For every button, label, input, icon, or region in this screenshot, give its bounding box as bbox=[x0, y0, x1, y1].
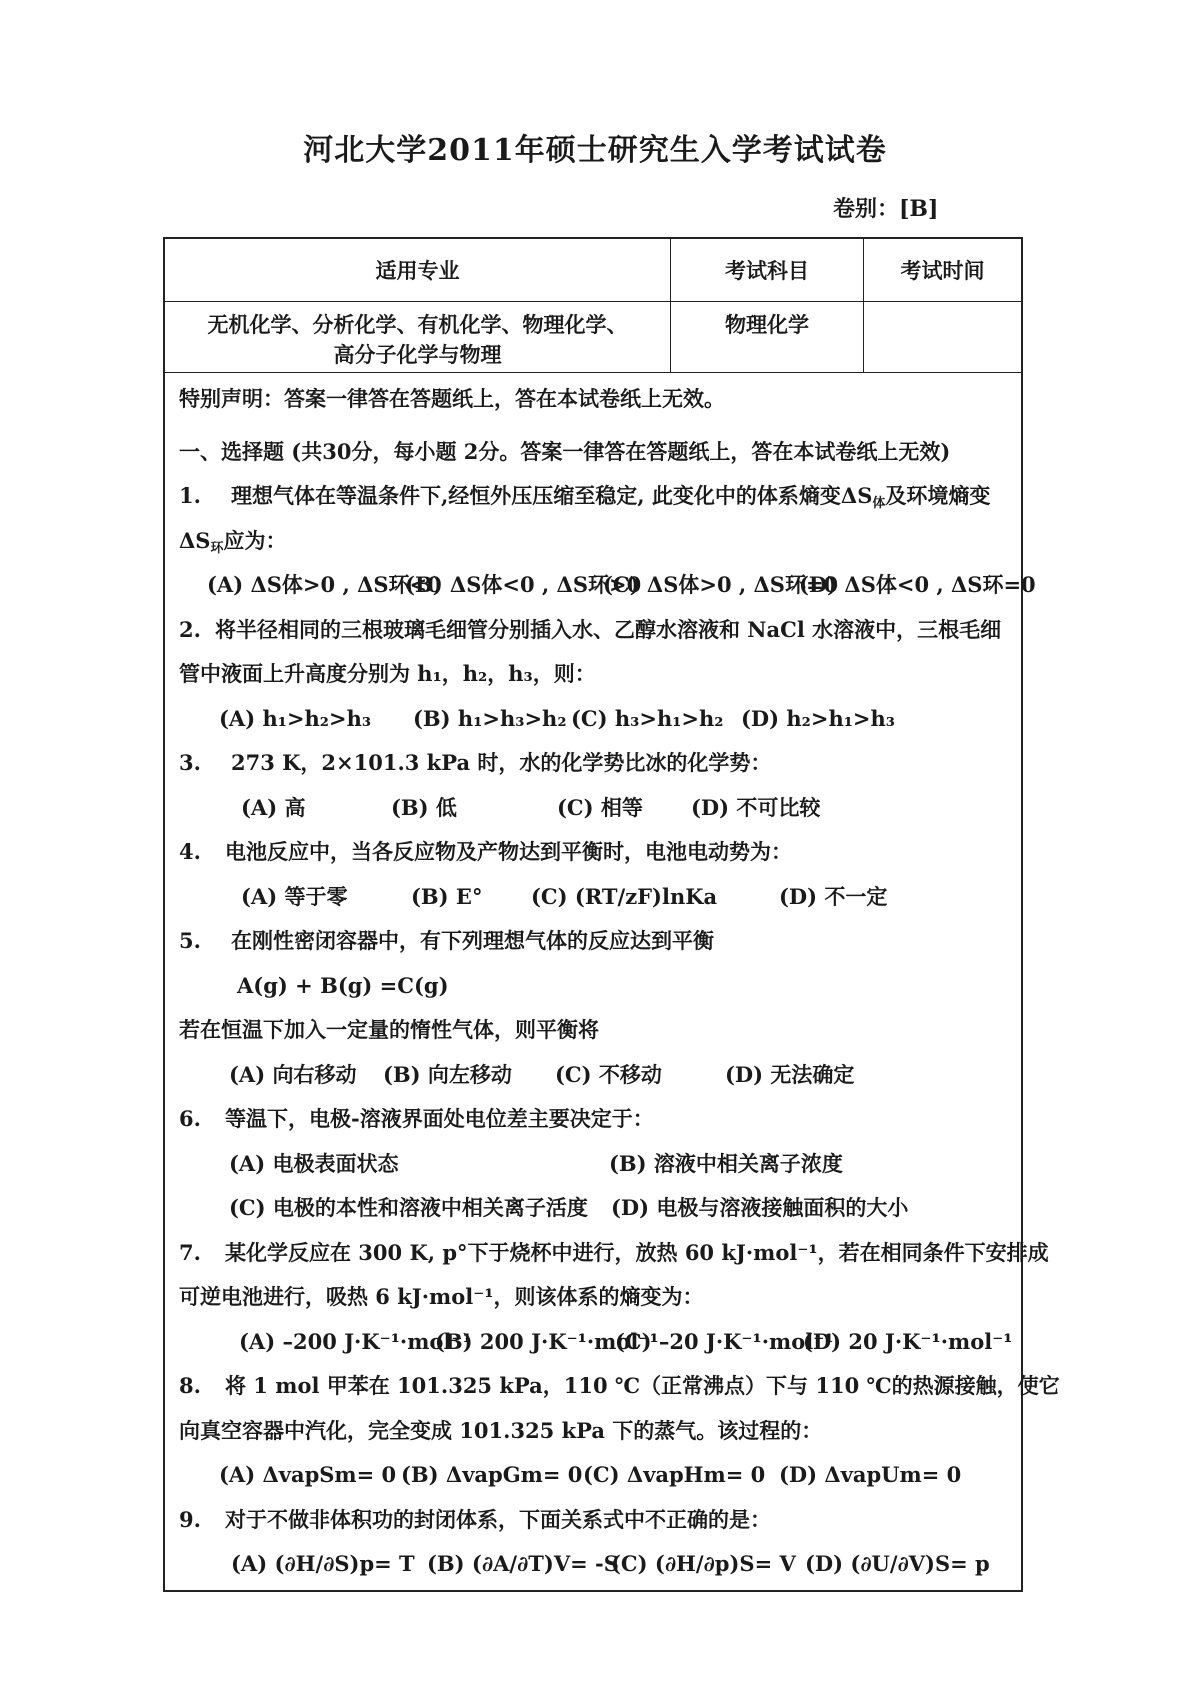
paper-type-label: 卷别：[B] bbox=[833, 196, 939, 222]
question-3-options bbox=[179, 786, 1013, 831]
question-number: 8. bbox=[179, 1373, 201, 1398]
subject-cell: 物理化学 bbox=[671, 302, 864, 373]
option-d: (D) 20 J·K⁻¹·mol⁻¹ bbox=[803, 1328, 1013, 1354]
option-d: (D) h₂>h₁>h₃ bbox=[741, 705, 895, 731]
notice: 特别声明：答案一律答在答题纸上，答在本试卷纸上无效。 bbox=[179, 386, 725, 411]
question-2 bbox=[179, 608, 1013, 653]
question-5 bbox=[179, 919, 1013, 964]
option-d: (D) 电极与溶液接触面积的大小 bbox=[611, 1195, 909, 1220]
question-stem: 理想气体在等温条件下,经恒外压压缩至稳定, 此变化中的体系熵变ΔS bbox=[231, 483, 873, 508]
question-9-options bbox=[179, 1542, 1013, 1587]
question-stem: 应为： bbox=[223, 527, 287, 553]
majors-line-1: 无机化学、分析化学、有机化学、物理化学、 bbox=[207, 312, 628, 337]
option-d: (D) 不可比较 bbox=[691, 794, 821, 820]
option-c: (C) (∂H/∂p)S= V bbox=[611, 1551, 796, 1576]
exam-frame bbox=[163, 237, 1060, 1592]
question-stem: 及环境熵变 bbox=[885, 483, 991, 508]
question-7-cont: 可逆电池进行，吸热 6 kJ·mol⁻¹，则该体系的熵变为： bbox=[179, 1284, 704, 1309]
question-1-options bbox=[179, 563, 1036, 608]
section-1-title: 一、选择题 (共30分，每小题 2分。答案一律答在答题纸上，答在本试卷纸上无效) bbox=[179, 438, 951, 464]
question-3 bbox=[179, 741, 1013, 786]
question-number: 2. bbox=[179, 616, 201, 642]
question-5-cont: 若在恒温下加入一定量的惰性气体，则平衡将 bbox=[179, 1017, 599, 1042]
question-4 bbox=[179, 830, 1013, 875]
subscript: 体 bbox=[872, 496, 886, 511]
question-2-cont: 管中液面上升高度分别为 h₁，h₂，h₃，则： bbox=[179, 661, 596, 686]
option-d: (D) ΔS体<0 , ΔS环=0 bbox=[799, 572, 1036, 597]
option-c: (C) ΔvapHm= 0 bbox=[583, 1462, 766, 1487]
option-b: (B) 200 J·K⁻¹·mol⁻¹ bbox=[435, 1328, 659, 1354]
option-c: (C) 相等 bbox=[557, 794, 643, 820]
question-stem: 等温下，电极-溶液界面处电位差主要决定于： bbox=[225, 1106, 654, 1131]
question-4-options bbox=[179, 875, 1013, 920]
question-9 bbox=[179, 1498, 1013, 1543]
time-cell bbox=[864, 302, 1022, 373]
option-b: (B) 向左移动 bbox=[383, 1061, 512, 1087]
exam-body bbox=[179, 377, 1060, 1587]
option-c: (C) ΔS体>0 , ΔS环=0 bbox=[603, 572, 839, 597]
option-c: (C) 不移动 bbox=[555, 1061, 662, 1087]
question-6-options-1 bbox=[179, 1142, 1013, 1187]
subscript: 环 bbox=[210, 540, 224, 556]
question-number: 3. bbox=[179, 750, 201, 775]
question-stem: 将半径相同的三根玻璃毛细管分别插入水、乙醇水溶液和 NaCl 水溶液中，三根毛细 bbox=[215, 616, 1002, 642]
option-b: (B) 溶液中相关离子浓度 bbox=[609, 1150, 843, 1176]
question-number: 5. bbox=[179, 928, 201, 953]
option-b: (B) 低 bbox=[391, 794, 457, 820]
option-d: (D) 不一定 bbox=[779, 883, 888, 909]
question-6-options-2 bbox=[179, 1186, 1013, 1231]
question-stem: 电池反应中，当各反应物及产物达到平衡时，电池电动势为： bbox=[225, 839, 792, 864]
question-7-options bbox=[179, 1320, 1013, 1365]
option-d: (D) (∂U/∂V)S= p bbox=[805, 1551, 990, 1576]
time-header: 考试时间 bbox=[864, 239, 1022, 302]
option-c: (C) 电极的本性和溶液中相关离子活度 bbox=[229, 1195, 588, 1220]
question-5-reaction: A(g) + B(g) =C(g) bbox=[237, 972, 449, 998]
option-a: (A) 向右移动 bbox=[229, 1061, 357, 1087]
option-b: (B) E° bbox=[411, 883, 483, 909]
exam-title: 河北大学2011年硕士研究生入学考试试卷 bbox=[303, 133, 887, 168]
option-d: (D) 无法确定 bbox=[725, 1061, 855, 1087]
majors-line-2: 高分子化学与物理 bbox=[333, 342, 502, 367]
question-stem: 273 K，2×101.3 kPa 时，水的化学势比冰的化学势： bbox=[231, 750, 772, 775]
option-a: (A) 等于零 bbox=[241, 883, 348, 909]
option-a: (A) ΔvapSm= 0 bbox=[219, 1462, 397, 1487]
question-stem: ΔS bbox=[179, 527, 211, 553]
question-7 bbox=[179, 1231, 1049, 1276]
option-a: (A) ΔS体>0 , ΔS环<0 bbox=[207, 572, 442, 597]
option-a: (A) h₁>h₂>h₃ bbox=[219, 705, 372, 731]
option-a: (A) (∂H/∂S)p= T bbox=[231, 1551, 415, 1576]
subject-header: 考试科目 bbox=[671, 239, 864, 302]
question-8 bbox=[179, 1364, 1060, 1409]
question-1 bbox=[179, 474, 1013, 519]
option-b: (B) h₁>h₃>h₂ bbox=[413, 705, 567, 731]
question-number: 6. bbox=[179, 1106, 201, 1131]
option-a: (A) –200 J·K⁻¹·mol⁻¹ bbox=[239, 1328, 472, 1354]
question-stem: 对于不做非体积功的封闭体系，下面关系式中不正确的是： bbox=[225, 1506, 771, 1532]
question-number: 4. bbox=[179, 839, 201, 864]
option-a: (A) 高 bbox=[241, 794, 306, 820]
question-8-options bbox=[179, 1453, 1013, 1498]
option-b: (B) ΔS体<0 , ΔS环>0 bbox=[405, 572, 642, 597]
question-1-cont bbox=[179, 519, 1013, 564]
question-6 bbox=[179, 1097, 1013, 1142]
question-stem: 在刚性密闭容器中，有下列理想气体的反应达到平衡 bbox=[231, 928, 714, 953]
question-number: 7. bbox=[179, 1239, 201, 1265]
option-d: (D) ΔvapUm= 0 bbox=[779, 1462, 962, 1487]
question-number: 9. bbox=[179, 1506, 201, 1532]
exam-info-table bbox=[165, 239, 1021, 373]
major-header: 适用专业 bbox=[165, 239, 671, 302]
option-b: (B) (∂A/∂T)V= -S bbox=[427, 1551, 619, 1576]
question-8-cont: 向真空容器中汽化，完全变成 101.325 kPa 下的蒸气。该过程的： bbox=[179, 1417, 823, 1443]
majors-cell bbox=[165, 302, 671, 373]
option-b: (B) ΔvapGm= 0 bbox=[401, 1462, 583, 1487]
option-c: (C) h₃>h₁>h₂ bbox=[571, 705, 724, 731]
question-number: 1. bbox=[179, 483, 201, 508]
question-stem: 将 1 mol 甲苯在 101.325 kPa，110 ℃（正常沸点）下与 110 ℃的热源接触，使它 bbox=[225, 1373, 1060, 1398]
option-a: (A) 电极表面状态 bbox=[229, 1150, 399, 1176]
option-c: (C) –20 J·K⁻¹·mol⁻¹ bbox=[615, 1328, 834, 1354]
question-2-options bbox=[179, 697, 1013, 742]
question-stem: 某化学反应在 300 K, p°下于烧杯中进行，放热 60 kJ·mol⁻¹，若在相同条件下安排成 bbox=[225, 1239, 1049, 1265]
option-c: (C) (RT/zF)lnKa bbox=[531, 883, 718, 909]
question-5-options bbox=[179, 1053, 1013, 1098]
